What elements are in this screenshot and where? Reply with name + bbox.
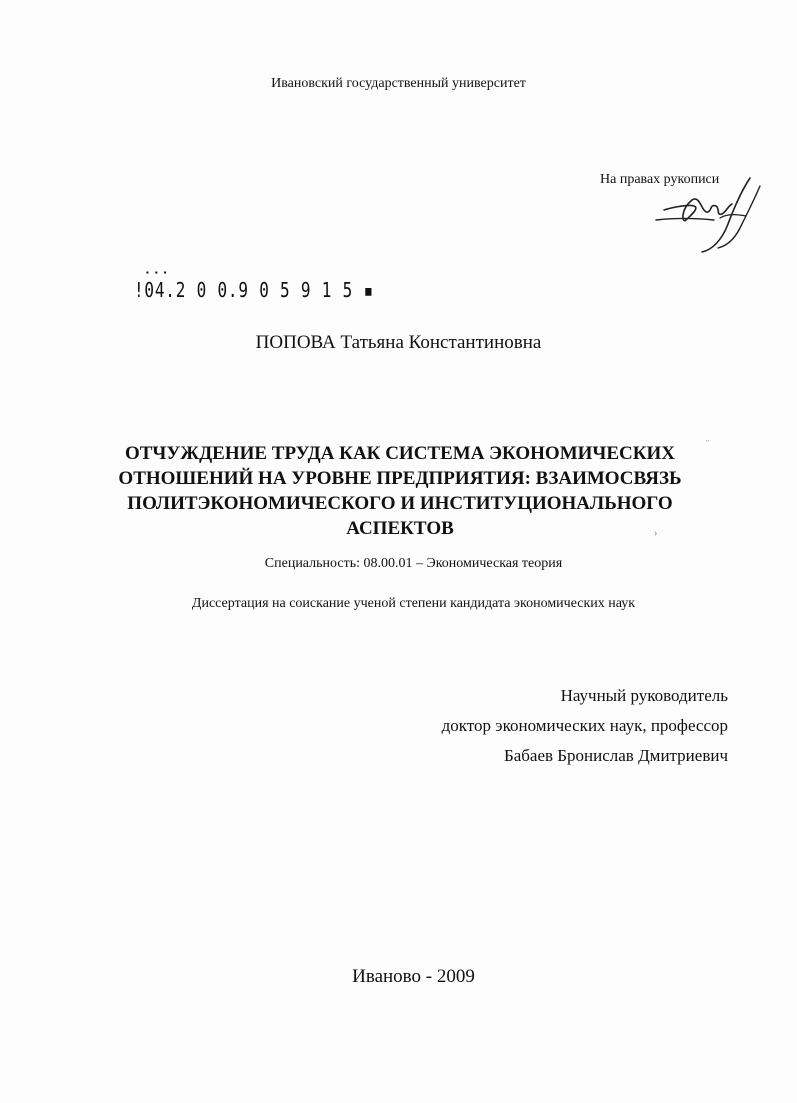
thesis-title-line: ОТЧУЖДЕНИЕ ТРУДА КАК СИСТЕМА ЭКОНОМИЧЕСКИХ	[124, 443, 676, 464]
supervisor-credentials: доктор экономических наук, профессор	[441, 716, 728, 735]
archive-number: !04.2 0 0.9 0 5 9 1 5 ▪	[134, 278, 374, 302]
degree-line: Диссертация на соискание ученой степени кандидата экономических наук	[191, 596, 636, 611]
handwritten-signature	[650, 170, 770, 260]
scan-speck: ᵕ	[706, 436, 709, 447]
supervisor-name: Бабаев Бронислав Дмитриевич	[503, 746, 728, 765]
thesis-title-line: ПОЛИТЭКОНОМИЧЕСКОГО И ИНСТИТУЦИОНАЛЬНОГО	[127, 493, 673, 514]
supervisor-block	[442, 681, 728, 771]
manuscript-rights-note: На правах рукописи	[600, 172, 720, 187]
author-name: ПОПОВА Татьяна Константиновна	[255, 332, 542, 353]
thesis-title-line: АСПЕКТОВ	[346, 518, 454, 539]
university-name: Ивановский государственный университет	[271, 76, 526, 91]
thesis-title-line: ОТНОШЕНИЙ НА УРОВНЕ ПРЕДПРИЯТИЯ: ВЗАИМОСВЯЗЬ	[118, 468, 682, 489]
specialty-line: Специальность: 08.00.01 – Экономическая теория	[264, 556, 563, 571]
archive-number-marks: ▪ ▪ ▪	[146, 268, 169, 277]
supervisor-role: Научный руководитель	[560, 686, 728, 705]
thesis-title	[70, 441, 730, 541]
city-year: Иваново - 2009	[352, 966, 475, 987]
scan-speck: ›	[654, 528, 658, 539]
